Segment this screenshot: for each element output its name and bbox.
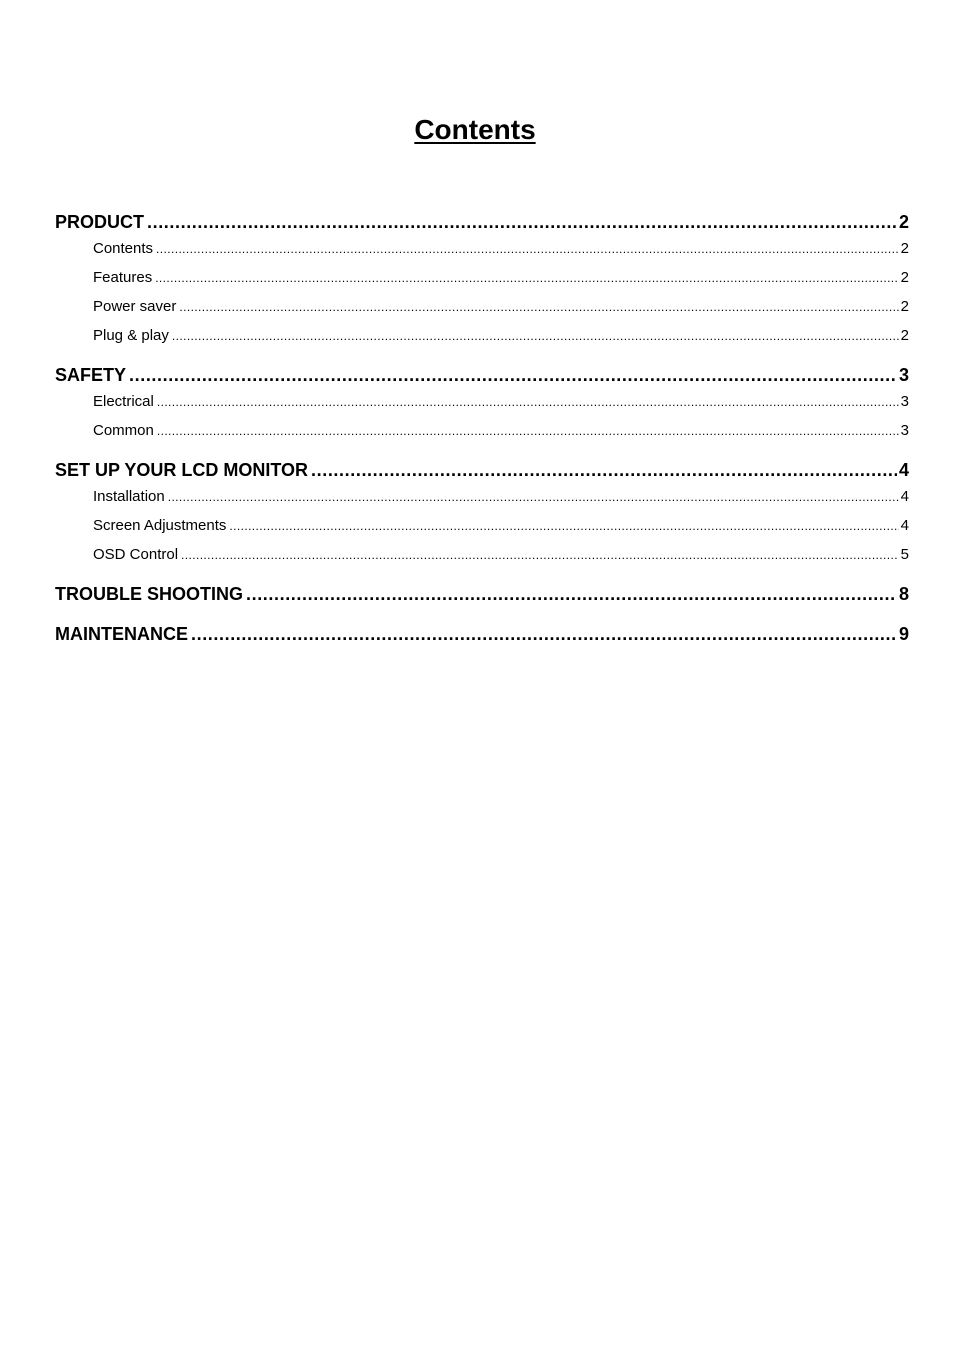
toc-subentry-page: 3 — [900, 422, 909, 439]
page-title: Contents — [414, 114, 536, 145]
toc-subentry-installation[interactable] — [55, 482, 909, 511]
dot-leader — [147, 210, 897, 234]
toc-subentry-common[interactable] — [55, 416, 909, 445]
dot-leader — [155, 264, 898, 292]
toc-subentry-page: 5 — [900, 546, 909, 563]
dot-leader — [191, 622, 897, 646]
toc-subentry-label: Power saver — [93, 298, 177, 315]
dot-leader — [179, 293, 898, 321]
toc-entry-page: 9 — [898, 624, 909, 644]
dot-leader — [156, 235, 899, 263]
toc-subentry-page: 3 — [900, 393, 909, 410]
toc-subentry-plug-and-play[interactable] — [55, 321, 909, 350]
toc-subentry-label: Electrical — [93, 393, 154, 410]
toc-entry-page: 2 — [898, 212, 909, 232]
table-of-contents — [55, 210, 909, 646]
toc-entry-page: 3 — [898, 365, 909, 385]
toc-entry-label: SAFETY — [55, 365, 127, 385]
toc-subentry-page: 4 — [900, 488, 909, 505]
toc-entry-page: 4 — [898, 460, 909, 480]
toc-entry-label: PRODUCT — [55, 212, 144, 232]
toc-subentry-label: Features — [93, 269, 153, 286]
toc-entry-safety[interactable] — [55, 363, 909, 387]
toc-subentry-page: 2 — [900, 240, 909, 257]
toc-entry-page: 8 — [898, 584, 909, 604]
dot-leader — [311, 458, 897, 482]
toc-subentry-features[interactable] — [55, 263, 909, 292]
toc-subentry-label: Common — [93, 422, 154, 439]
toc-subentry-page: 4 — [900, 517, 909, 534]
toc-subentry-label: Screen Adjustments — [93, 517, 227, 534]
dot-leader — [157, 388, 899, 416]
toc-subentry-label: Contents — [93, 240, 154, 257]
toc-entry-label: TROUBLE SHOOTING — [55, 584, 243, 604]
toc-subentry-page: 2 — [900, 298, 909, 315]
toc-subentry-screen-adjustments[interactable] — [55, 511, 909, 540]
toc-subentry-electrical[interactable] — [55, 387, 909, 416]
toc-subentry-label: Installation — [93, 488, 165, 505]
toc-entry-maintenance[interactable] — [55, 622, 909, 646]
dot-leader — [181, 541, 899, 569]
dot-leader — [229, 512, 898, 540]
toc-entry-trouble-shooting[interactable] — [55, 582, 909, 606]
dot-leader — [129, 363, 897, 387]
toc-entry-label: MAINTENANCE — [55, 624, 188, 644]
toc-subentry-page: 2 — [900, 327, 909, 344]
toc-subentry-contents[interactable] — [55, 234, 909, 263]
dot-leader — [246, 582, 897, 606]
toc-subentry-osd-control[interactable] — [55, 540, 909, 569]
toc-entry-label: SET UP YOUR LCD MONITOR — [55, 460, 309, 480]
toc-subentry-label: Plug & play — [93, 327, 169, 344]
toc-entry-set-up-lcd-monitor[interactable] — [55, 458, 909, 482]
toc-subentry-label: OSD Control — [93, 546, 179, 563]
toc-subentry-power-saver[interactable] — [55, 292, 909, 321]
toc-subentry-page: 2 — [900, 269, 909, 286]
dot-leader — [172, 322, 899, 350]
dot-leader — [157, 417, 899, 445]
toc-entry-product[interactable] — [55, 210, 909, 234]
dot-leader — [168, 483, 899, 511]
